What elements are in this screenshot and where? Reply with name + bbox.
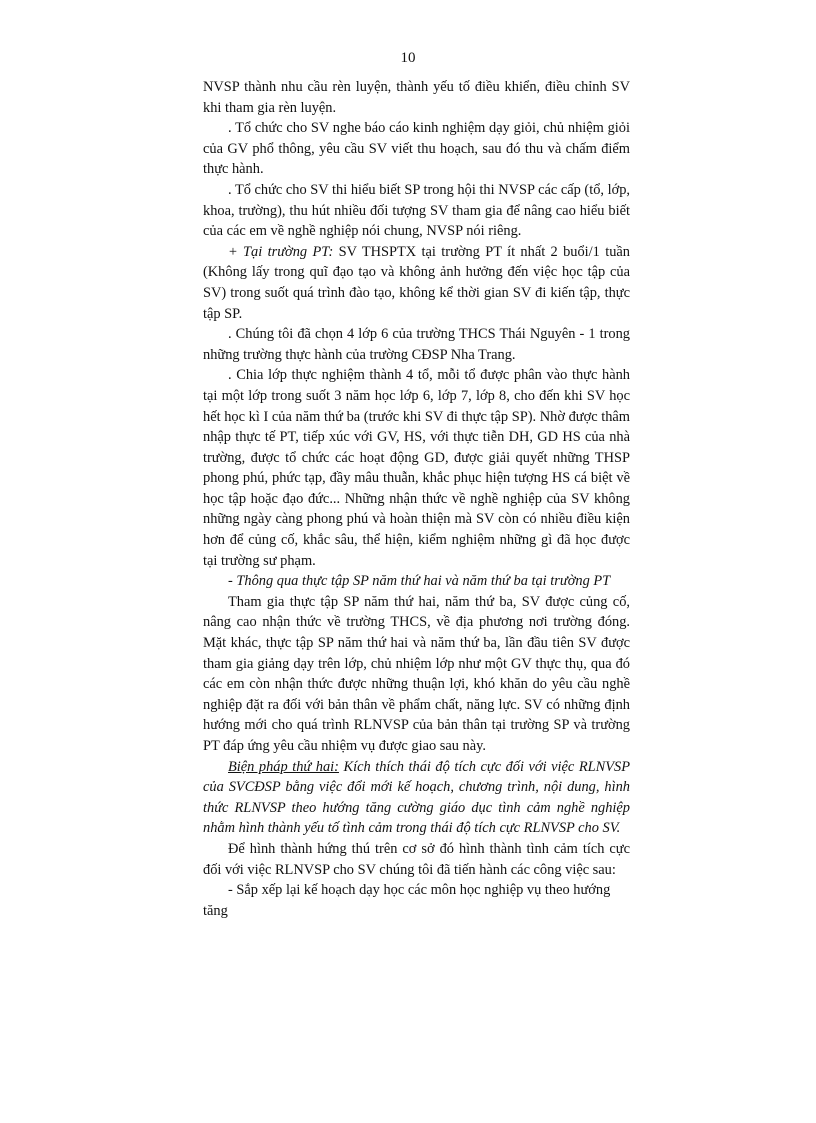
measure-heading: Biện pháp thứ hai: <box>228 758 339 775</box>
paragraph: NVSP thành nhu cầu rèn luyện, thành yếu tố điều khiển, điều chỉnh SV khi tham gia rèn luyện. <box>203 79 630 116</box>
paragraph-text: Kích thích thái độ tích cực đối với việc RLNVSP của SVCĐSP bằng việc đổi mới kế hoạch, chương trình, nội dung, hình thức RLNVSP theo hướng tăng cường giáo dục tình cảm nghề nghiệp nhằm hình thành yếu tố tình cảm trong thái độ tích cực RLNVSP cho SV. <box>203 758 630 837</box>
section-label-tai-truong-pt: + Tại trường PT: <box>228 243 334 260</box>
paragraph: . Tổ chức cho SV nghe báo cáo kinh nghiệm dạy giỏi, chủ nhiệm giỏi của GV phổ thông, yêu cầu SV viết thu hoạch, sau đó thu và chấm điểm thực hành. <box>203 120 630 178</box>
paragraph: . Chúng tôi đã chọn 4 lớp 6 của trường THCS Thái Nguyên - 1 trong những trường thực hành của trường CĐSP Nha Trang. <box>203 326 630 363</box>
paragraph: . Tổ chức cho SV thi hiểu biết SP trong hội thi NVSP các cấp (tổ, lớp, khoa, trường), thu hút nhiều đối tượng SV tham gia để nâng cao hiểu biết của các em về nghề nghiệp nói chung, NVSP nói riêng. <box>203 181 630 240</box>
paragraph: - Sắp xếp lại kế hoạch dạy học các môn học nghiệp vụ theo hướng tăng <box>203 882 611 919</box>
paragraph: . Chia lớp thực nghiệm thành 4 tổ, mỗi tổ được phân vào thực hành tại một lớp trong suốt 3 năm học lớp 6, lớp 7, lớp 8, cho đến khi SV học hết học kì I của năm thứ ba (trước khi SV đi thực tập SP). Nhờ được thâm nhập thực tế PT, tiếp xúc với GV, HS, với thực tiễn DH, GD HS của nhà trường, được tổ chức các hoạt động GD, được giải quyết những THSP phong phú, phức tạp, đầy mâu thuẫn, khắc phục hiện tượng HS cá biệt về học tập hoặc đạo đức... Những nhận thức về nghề nghiệp của SV không những ngày càng phong phú và hoàn thiện mà SV còn có nhiều điều kiện hơn để củng cố, khắc sâu, thể hiện, kiểm nghiệm những gì đã học được tại trường sư phạm. <box>203 367 630 569</box>
paragraph <box>203 242 630 324</box>
document-body <box>203 77 630 921</box>
paragraph <box>203 757 630 839</box>
paragraph-text: SV THSPTX tại trường PT ít nhất 2 buổi/1 tuần (Không lấy trong quĩ đạo tạo và không ảnh hưởng đến việc học tập của SV) trong suốt quá trình đào tạo, không kể thời gian SV đi kiến tập, thực tập SP. <box>203 243 630 322</box>
subheading: - Thông qua thực tập SP năm thứ hai và năm thứ ba tại trường PT <box>228 573 611 590</box>
paragraph: Để hình thành hứng thú trên cơ sở đó hình thành tình cảm tích cực đối với việc RLNVSP cho SV chúng tôi đã tiến hành các công việc sau: <box>203 840 630 878</box>
paragraph: Tham gia thực tập SP năm thứ hai, năm thứ ba, SV được củng cố, nâng cao nhận thức về trường THCS, về địa phương nơi trường đóng. Mặt khác, thực tập SP năm thứ hai và năm thứ ba, lần đầu tiên SV được tham gia giảng dạy trên lớp, chủ nhiệm lớp như một GV thực thụ, qua đó các em còn nhận thức được những thuận lợi, khó khăn do yêu cầu nghề nghiệp đặt ra đối với bản thân về phẩm chất, năng lực. SV có những định hướng mới cho quá trình RLNVSP của bản thân tại trường SP và trường PT đáp ứng yêu cầu nhiệm vụ được giao sau này. <box>203 593 630 754</box>
page-number: 10 <box>400 50 416 66</box>
